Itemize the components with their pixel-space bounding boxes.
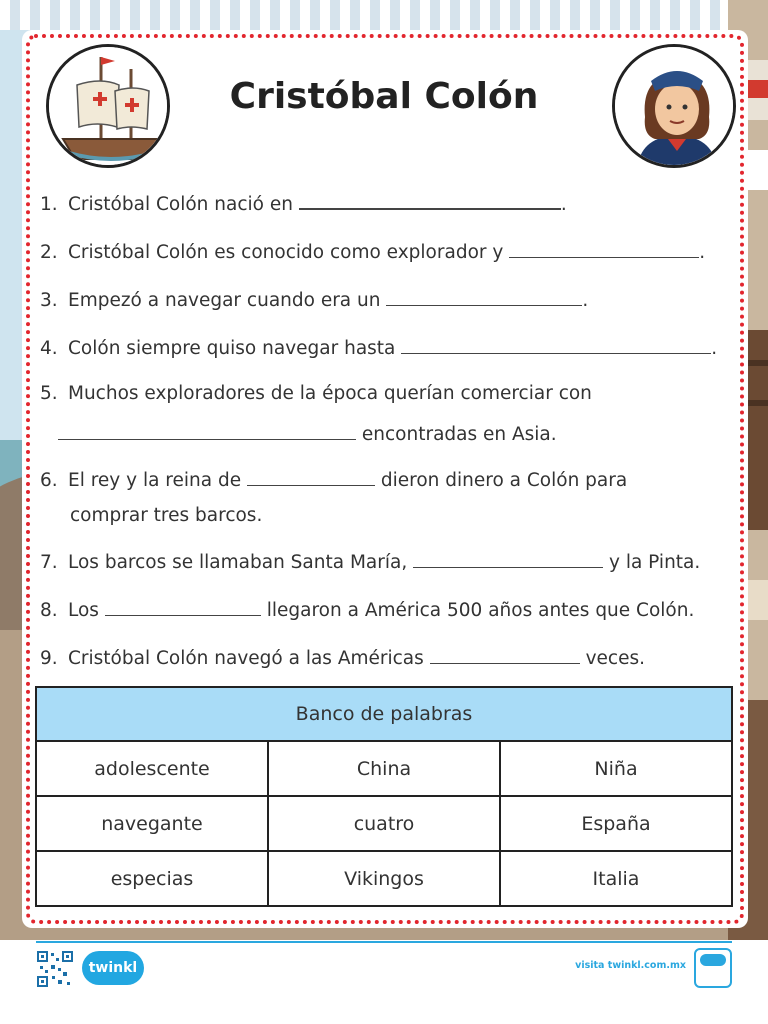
question-text: El rey y la reina de: [68, 470, 242, 491]
question-text-after: dieron dinero a Colón para: [380, 470, 628, 491]
question-5-continuation: [58, 422, 557, 447]
answer-blank[interactable]: [58, 422, 356, 440]
question-3: [40, 288, 588, 313]
question-5: [40, 382, 592, 406]
answer-blank[interactable]: [509, 240, 699, 258]
answer-blank[interactable]: [430, 646, 580, 664]
question-number: 6.: [40, 470, 58, 491]
question-end: .: [699, 242, 706, 263]
question-text: Cristóbal Colón es conocido como explorador y: [68, 242, 504, 263]
quality-badge-icon: [694, 948, 732, 988]
answer-blank[interactable]: [105, 598, 261, 616]
ship-illustration: [46, 44, 170, 168]
question-end: y la Pinta.: [609, 552, 701, 573]
badge-logo: [700, 954, 726, 966]
question-number: 3.: [40, 290, 58, 311]
question-end: encontradas en Asia.: [361, 424, 557, 445]
question-8: [40, 598, 694, 623]
question-end: .: [711, 338, 718, 359]
word-cell: Niña: [500, 741, 732, 796]
word-cell: China: [268, 741, 500, 796]
twinkl-logo[interactable]: twinkl: [82, 951, 144, 985]
footer-divider: [36, 941, 732, 943]
question-number: 9.: [40, 648, 58, 669]
answer-blank[interactable]: [247, 468, 375, 486]
question-number: 1.: [40, 194, 58, 215]
answer-blank[interactable]: [401, 336, 711, 354]
question-7: [40, 550, 700, 575]
question-9: [40, 646, 645, 671]
question-6: [40, 468, 627, 493]
question-number: 2.: [40, 242, 58, 263]
word-cell: cuatro: [268, 796, 500, 851]
word-cell: Vikingos: [268, 851, 500, 906]
table-row: [36, 741, 732, 796]
question-end: veces.: [585, 648, 645, 669]
word-cell: Italia: [500, 851, 732, 906]
question-number: 7.: [40, 552, 58, 573]
table-row: [36, 851, 732, 906]
question-text: Empezó a navegar cuando era un: [68, 290, 381, 311]
question-1: [40, 192, 567, 217]
answer-blank[interactable]: [413, 550, 603, 568]
word-bank-header: Banco de palabras: [36, 687, 732, 741]
word-cell: especias: [36, 851, 268, 906]
answer-blank[interactable]: [299, 192, 561, 210]
site-link[interactable]: visita twinkl.com.mx: [575, 960, 686, 971]
word-cell: adolescente: [36, 741, 268, 796]
question-6-continuation: comprar tres barcos.: [70, 505, 263, 526]
question-text: Cristóbal Colón navegó a las Américas: [68, 648, 424, 669]
answer-blank[interactable]: [386, 288, 582, 306]
page-title: Cristóbal Colón: [229, 76, 539, 117]
top-stripes: [0, 0, 768, 30]
question-number: 8.: [40, 600, 58, 621]
question-text: Colón siempre quiso navegar hasta: [68, 338, 396, 359]
question-end: .: [560, 194, 567, 215]
question-end: .: [582, 290, 589, 311]
word-cell: navegante: [36, 796, 268, 851]
qr-code-icon[interactable]: [36, 950, 74, 988]
question-text: Los: [68, 600, 99, 621]
question-4: [40, 336, 717, 361]
question-text: Muchos exploradores de la época querían comerciar con: [68, 383, 592, 404]
question-text: Los barcos se llamaban Santa María,: [68, 552, 408, 573]
question-end: llegaron a América 500 años antes que Colón.: [266, 600, 695, 621]
table-row: [36, 796, 732, 851]
question-number: 4.: [40, 338, 58, 359]
word-cell: España: [500, 796, 732, 851]
question-text: Cristóbal Colón nació en: [68, 194, 293, 215]
question-number: 5.: [40, 383, 58, 404]
word-bank-table: [35, 686, 733, 907]
question-2: [40, 240, 705, 265]
columbus-portrait: [612, 44, 736, 168]
